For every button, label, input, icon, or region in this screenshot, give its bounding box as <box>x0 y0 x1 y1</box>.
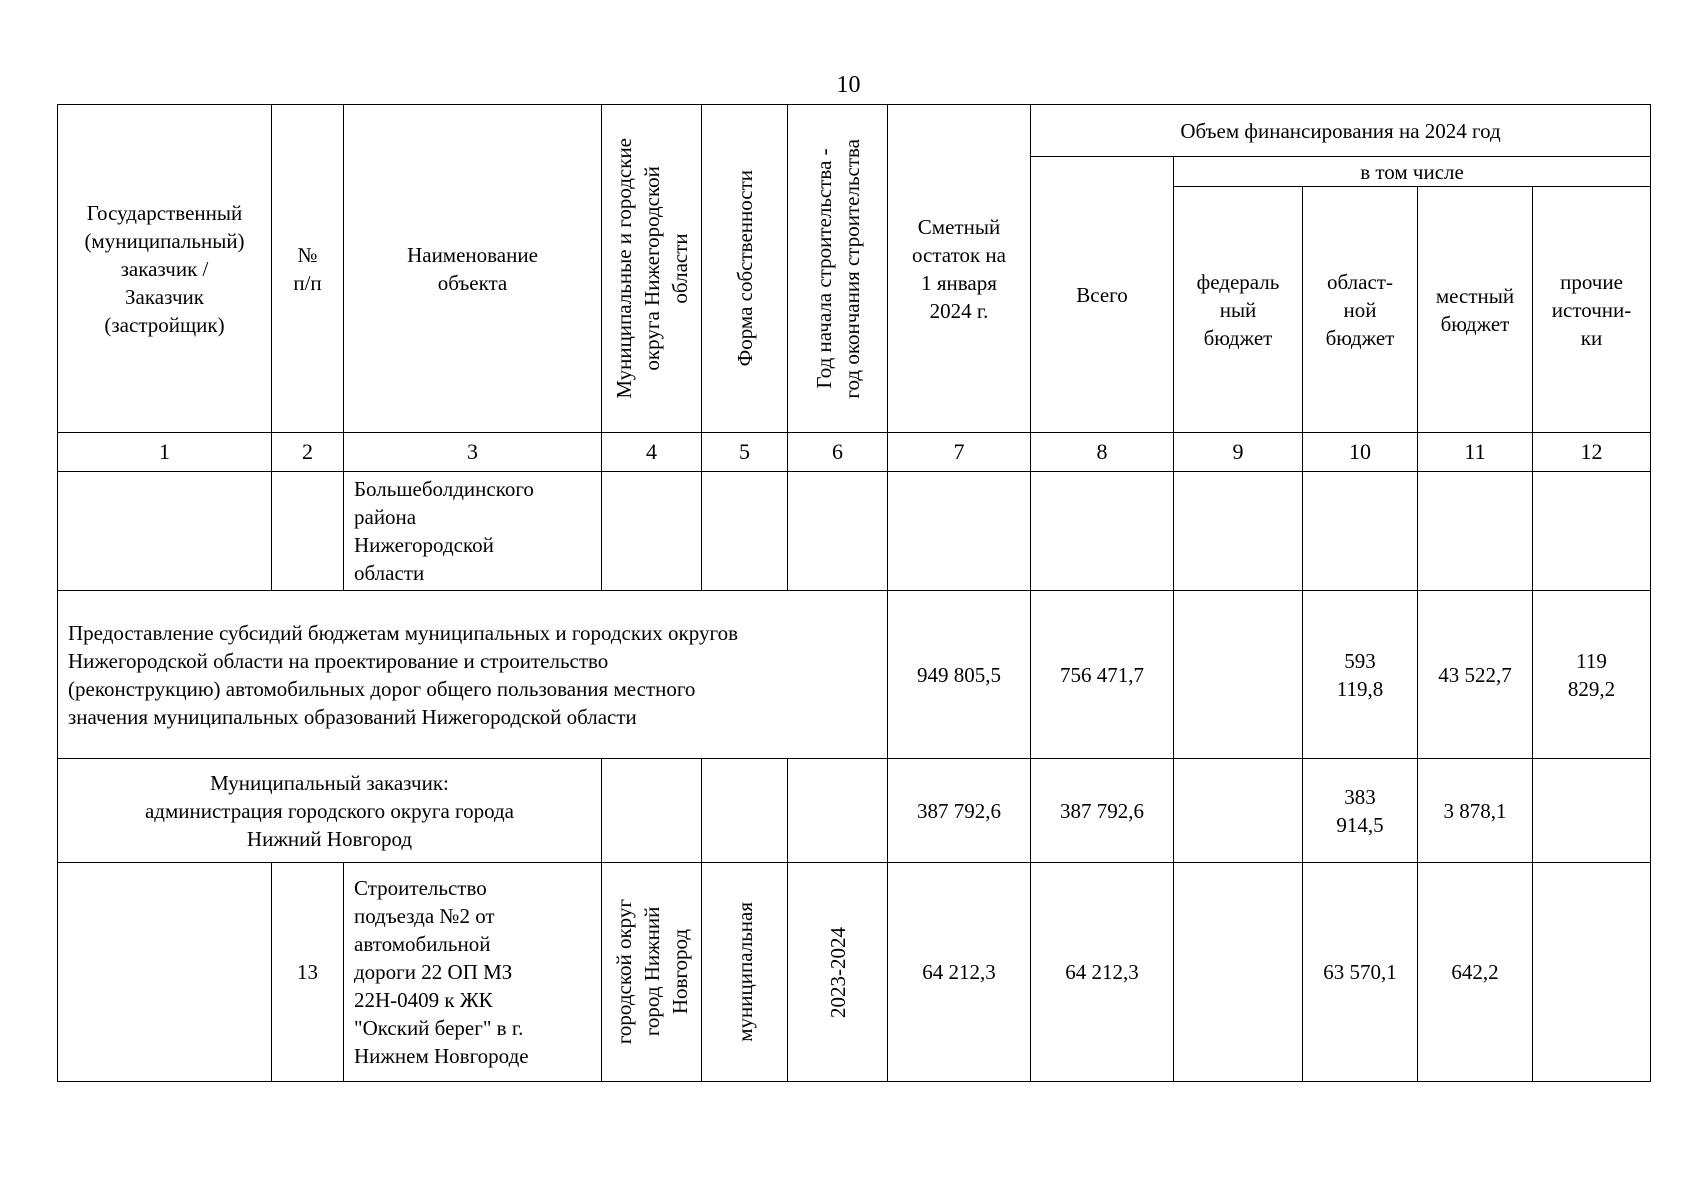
header-years-text: Год начала строительства - год окончания строительства <box>811 138 864 399</box>
item-ownership-text: муниципальная <box>732 902 757 1042</box>
financing-table <box>57 104 1651 1082</box>
col-num: 5 <box>702 433 788 472</box>
subsidy-regional: 593 119,8 <box>1303 591 1418 759</box>
header-municipality-text: Муниципальные и городские округа Нижегородской области <box>611 138 692 399</box>
item-years <box>788 863 888 1082</box>
table-row-continuation <box>58 472 1651 591</box>
customer-federal <box>1174 759 1303 863</box>
header-ownership-text: Форма собственности <box>732 170 757 367</box>
header-total: Всего <box>1031 157 1174 433</box>
column-number-row <box>58 433 1651 472</box>
header-object-name: Наименование объекта <box>344 105 602 433</box>
col-num: 4 <box>602 433 702 472</box>
item-municipality <box>602 863 702 1082</box>
item-number: 13 <box>272 863 344 1082</box>
customer-total: 387 792,6 <box>1031 759 1174 863</box>
object-name-cell: Большеболдинского района Нижегородской области <box>344 472 602 591</box>
col-num: 10 <box>1303 433 1418 472</box>
subsidy-total: 756 471,7 <box>1031 591 1174 759</box>
page-number: 10 <box>836 72 861 98</box>
item-years-text: 2023-2024 <box>825 926 850 1018</box>
item-regional: 63 570,1 <box>1303 863 1418 1082</box>
customer-estimate: 387 792,6 <box>888 759 1031 863</box>
header-federal: федераль ный бюджет <box>1174 187 1303 433</box>
col-num: 3 <box>344 433 602 472</box>
header-local: местный бюджет <box>1418 187 1533 433</box>
item-local: 642,2 <box>1418 863 1533 1082</box>
col-num: 2 <box>272 433 344 472</box>
subsidy-federal <box>1174 591 1303 759</box>
header-other: прочие источни- ки <box>1533 187 1651 433</box>
subsidy-description: Предоставление субсидий бюджетам муниципальных и городских округов Нижегородской области на проектирование и строительство (реконструкцию) автомобильных дорог общего пользования местного значения муниципальных образований Нижегородской области <box>58 591 888 759</box>
table-row-item-13 <box>58 863 1651 1082</box>
item-total: 64 212,3 <box>1031 863 1174 1082</box>
item-municipality-text: городской округ город Нижний Новгород <box>611 899 692 1045</box>
item-ownership <box>702 863 788 1082</box>
table-row-subsidy <box>58 591 1651 759</box>
col-num: 1 <box>58 433 272 472</box>
col-num: 12 <box>1533 433 1651 472</box>
subsidy-other: 119 829,2 <box>1533 591 1651 759</box>
item-federal <box>1174 863 1303 1082</box>
customer-regional: 383 914,5 <box>1303 759 1418 863</box>
header-financing-title: Объем финансирования на 2024 год <box>1031 105 1651 157</box>
header-regional: област- ной бюджет <box>1303 187 1418 433</box>
col-num: 11 <box>1418 433 1533 472</box>
header-municipality <box>602 105 702 433</box>
header-estimate-balance: Сметный остаток на 1 января 2024 г. <box>888 105 1031 433</box>
header-customer: Государственный (муниципальный) заказчик / Заказчик (застройщик) <box>58 105 272 433</box>
table-row-customer <box>58 759 1651 863</box>
header-years <box>788 105 888 433</box>
customer-local: 3 878,1 <box>1418 759 1533 863</box>
item-object-name: Строительство подъезда №2 от автомобильной дороги 22 ОП МЗ 22Н-0409 к ЖК "Окский берег" в г. Нижнем Новгороде <box>344 863 602 1082</box>
item-estimate: 64 212,3 <box>888 863 1031 1082</box>
header-number: № п/п <box>272 105 344 433</box>
customer-description: Муниципальный заказчик: администрация городского округа города Нижний Новгород <box>58 759 602 863</box>
col-num: 6 <box>788 433 888 472</box>
col-num: 8 <box>1031 433 1174 472</box>
subsidy-local: 43 522,7 <box>1418 591 1533 759</box>
item-other <box>1533 863 1651 1082</box>
col-num: 9 <box>1174 433 1303 472</box>
subsidy-estimate: 949 805,5 <box>888 591 1031 759</box>
header-including: в том числе <box>1174 157 1651 187</box>
col-num: 7 <box>888 433 1031 472</box>
customer-other <box>1533 759 1651 863</box>
header-ownership <box>702 105 788 433</box>
